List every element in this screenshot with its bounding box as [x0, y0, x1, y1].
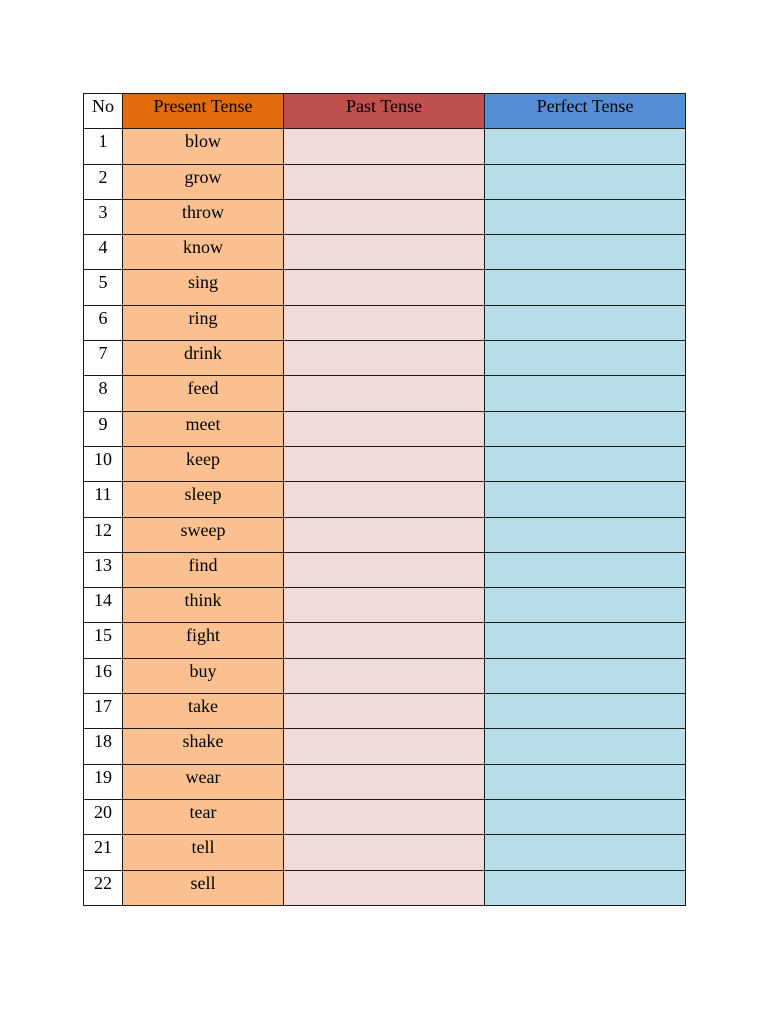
- row-number-cell: 12: [84, 517, 123, 552]
- present-tense-cell: meet: [123, 411, 284, 446]
- present-tense-cell: know: [123, 235, 284, 270]
- table-row: [84, 376, 686, 411]
- row-number-cell: 19: [84, 764, 123, 799]
- table-row: [84, 446, 686, 481]
- row-number-cell: 16: [84, 658, 123, 693]
- table-row: [84, 411, 686, 446]
- row-number-cell: 4: [84, 235, 123, 270]
- table-row: [84, 482, 686, 517]
- perfect-tense-cell[interactable]: [485, 799, 686, 834]
- table-row: [84, 870, 686, 905]
- row-number-cell: 1: [84, 129, 123, 164]
- perfect-tense-cell[interactable]: [485, 552, 686, 587]
- past-tense-cell[interactable]: [284, 799, 485, 834]
- present-tense-cell: wear: [123, 764, 284, 799]
- perfect-tense-cell[interactable]: [485, 588, 686, 623]
- table-row: [84, 729, 686, 764]
- perfect-tense-cell[interactable]: [485, 729, 686, 764]
- past-tense-cell[interactable]: [284, 482, 485, 517]
- header-past-tense: Past Tense: [284, 94, 485, 129]
- header-no: No: [84, 94, 123, 129]
- present-tense-cell: keep: [123, 446, 284, 481]
- perfect-tense-cell[interactable]: [485, 411, 686, 446]
- row-number-cell: 2: [84, 164, 123, 199]
- header-present-tense: Present Tense: [123, 94, 284, 129]
- header-row: [84, 94, 686, 129]
- present-tense-cell: tear: [123, 799, 284, 834]
- past-tense-cell[interactable]: [284, 835, 485, 870]
- present-tense-cell: fight: [123, 623, 284, 658]
- table-row: [84, 552, 686, 587]
- table-row: [84, 199, 686, 234]
- perfect-tense-cell[interactable]: [485, 694, 686, 729]
- verb-tense-table: [83, 93, 686, 906]
- present-tense-cell: sweep: [123, 517, 284, 552]
- past-tense-cell[interactable]: [284, 588, 485, 623]
- row-number-cell: 9: [84, 411, 123, 446]
- perfect-tense-cell[interactable]: [485, 164, 686, 199]
- table-row: [84, 623, 686, 658]
- present-tense-cell: throw: [123, 199, 284, 234]
- past-tense-cell[interactable]: [284, 552, 485, 587]
- present-tense-cell: sell: [123, 870, 284, 905]
- row-number-cell: 11: [84, 482, 123, 517]
- past-tense-cell[interactable]: [284, 870, 485, 905]
- present-tense-cell: grow: [123, 164, 284, 199]
- perfect-tense-cell[interactable]: [485, 341, 686, 376]
- present-tense-cell: sing: [123, 270, 284, 305]
- row-number-cell: 7: [84, 341, 123, 376]
- present-tense-cell: find: [123, 552, 284, 587]
- row-number-cell: 3: [84, 199, 123, 234]
- table-body: [84, 129, 686, 906]
- perfect-tense-cell[interactable]: [485, 870, 686, 905]
- row-number-cell: 5: [84, 270, 123, 305]
- row-number-cell: 14: [84, 588, 123, 623]
- table-row: [84, 799, 686, 834]
- row-number-cell: 13: [84, 552, 123, 587]
- perfect-tense-cell[interactable]: [485, 835, 686, 870]
- row-number-cell: 22: [84, 870, 123, 905]
- table-row: [84, 588, 686, 623]
- table-row: [84, 129, 686, 164]
- row-number-cell: 20: [84, 799, 123, 834]
- past-tense-cell[interactable]: [284, 411, 485, 446]
- present-tense-cell: buy: [123, 658, 284, 693]
- present-tense-cell: shake: [123, 729, 284, 764]
- present-tense-cell: drink: [123, 341, 284, 376]
- present-tense-cell: blow: [123, 129, 284, 164]
- present-tense-cell: think: [123, 588, 284, 623]
- perfect-tense-cell[interactable]: [485, 270, 686, 305]
- past-tense-cell[interactable]: [284, 129, 485, 164]
- past-tense-cell[interactable]: [284, 376, 485, 411]
- present-tense-cell: take: [123, 694, 284, 729]
- table-row: [84, 305, 686, 340]
- row-number-cell: 18: [84, 729, 123, 764]
- past-tense-cell[interactable]: [284, 199, 485, 234]
- table-row: [84, 235, 686, 270]
- row-number-cell: 10: [84, 446, 123, 481]
- past-tense-cell[interactable]: [284, 658, 485, 693]
- table-row: [84, 764, 686, 799]
- perfect-tense-cell[interactable]: [485, 376, 686, 411]
- past-tense-cell[interactable]: [284, 446, 485, 481]
- table-row: [84, 341, 686, 376]
- past-tense-cell[interactable]: [284, 729, 485, 764]
- past-tense-cell[interactable]: [284, 235, 485, 270]
- past-tense-cell[interactable]: [284, 517, 485, 552]
- present-tense-cell: sleep: [123, 482, 284, 517]
- perfect-tense-cell[interactable]: [485, 764, 686, 799]
- past-tense-cell[interactable]: [284, 694, 485, 729]
- table-row: [84, 164, 686, 199]
- header-perfect-tense: Perfect Tense: [485, 94, 686, 129]
- table-row: [84, 517, 686, 552]
- row-number-cell: 21: [84, 835, 123, 870]
- perfect-tense-cell[interactable]: [485, 658, 686, 693]
- past-tense-cell[interactable]: [284, 764, 485, 799]
- perfect-tense-cell[interactable]: [485, 199, 686, 234]
- table-row: [84, 270, 686, 305]
- perfect-tense-cell[interactable]: [485, 623, 686, 658]
- perfect-tense-cell[interactable]: [485, 517, 686, 552]
- perfect-tense-cell[interactable]: [485, 129, 686, 164]
- perfect-tense-cell[interactable]: [485, 235, 686, 270]
- row-number-cell: 8: [84, 376, 123, 411]
- present-tense-cell: feed: [123, 376, 284, 411]
- table-row: [84, 658, 686, 693]
- past-tense-cell[interactable]: [284, 623, 485, 658]
- row-number-cell: 17: [84, 694, 123, 729]
- past-tense-cell[interactable]: [284, 164, 485, 199]
- present-tense-cell: tell: [123, 835, 284, 870]
- row-number-cell: 6: [84, 305, 123, 340]
- present-tense-cell: ring: [123, 305, 284, 340]
- row-number-cell: 15: [84, 623, 123, 658]
- past-tense-cell[interactable]: [284, 305, 485, 340]
- table-row: [84, 835, 686, 870]
- table-row: [84, 694, 686, 729]
- perfect-tense-cell[interactable]: [485, 482, 686, 517]
- perfect-tense-cell[interactable]: [485, 446, 686, 481]
- past-tense-cell[interactable]: [284, 270, 485, 305]
- perfect-tense-cell[interactable]: [485, 305, 686, 340]
- past-tense-cell[interactable]: [284, 341, 485, 376]
